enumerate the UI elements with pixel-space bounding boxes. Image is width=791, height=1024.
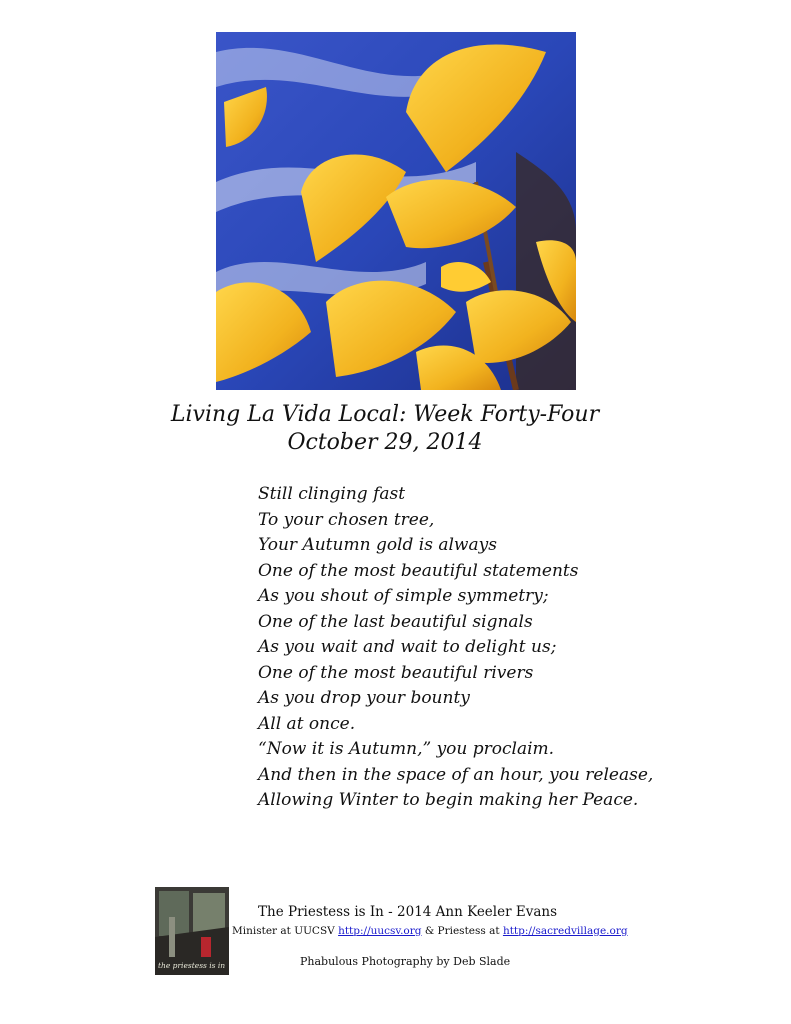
footer-author: The Priestess is In - 2014 Ann Keeler Evans: [258, 904, 558, 920]
poem-line: As you shout of simple symmetry;: [258, 586, 549, 606]
poem-line: “Now it is Autumn,” you proclaim.: [258, 739, 555, 759]
poem-line: Allowing Winter to begin making her Peace.: [258, 790, 639, 810]
poem-line: To your chosen tree,: [258, 509, 435, 530]
poem-line: As you drop your bounty: [258, 688, 470, 708]
ginkgo-leaves-photo: [216, 32, 576, 390]
poem-line: And then in the space of an hour, you release,: [258, 764, 654, 785]
uucsv-link[interactable]: http://uucsv.org: [338, 925, 422, 937]
photo-credit: Phabulous Photography by Deb Slade: [300, 955, 511, 968]
poem-line: As you wait and wait to delight us;: [258, 637, 557, 657]
thumbnail-caption: the priestess is in: [158, 961, 226, 970]
poem-line: All at once.: [258, 713, 356, 734]
poem-line: One of the most beautiful rivers: [258, 662, 534, 683]
page-date: October 29, 2014: [287, 430, 483, 455]
poem-line: One of the last beautiful signals: [258, 611, 533, 632]
poem-line: Still clinging fast: [258, 484, 406, 504]
priestess-thumbnail: [155, 887, 229, 975]
poem-line: Your Autumn gold is always: [258, 535, 497, 555]
poem: [258, 482, 678, 814]
page-title: Living La Vida Local: Week Forty-Four: [170, 402, 600, 427]
sacredvillage-link[interactable]: http://sacredvillage.org: [502, 925, 628, 937]
footer-minister-text: Minister at UUCSV: [232, 925, 339, 937]
poem-line: One of the most beautiful statements: [258, 560, 579, 581]
footer-priestess-text: & Priestess at: [421, 925, 503, 937]
footer-links: [232, 925, 628, 937]
